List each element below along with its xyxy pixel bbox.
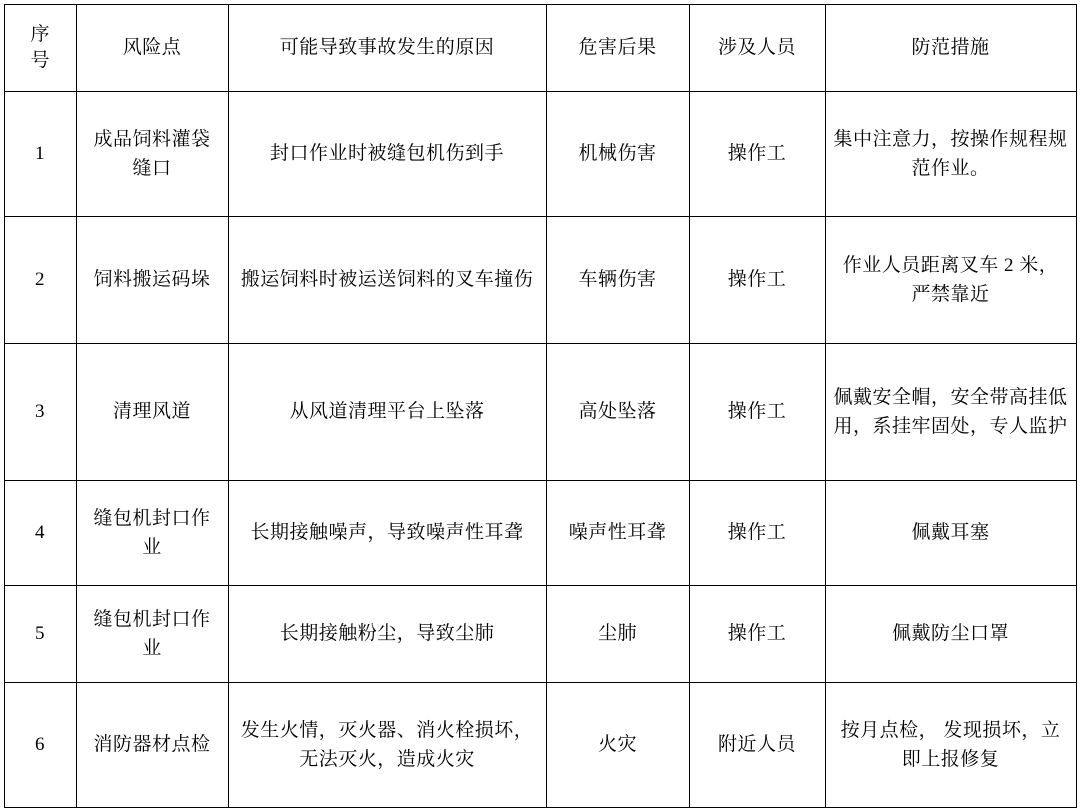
cell-consequence: 车辆伤害 bbox=[546, 217, 689, 344]
cell-no: 4 bbox=[4, 481, 76, 586]
risk-measures-table bbox=[4, 4, 1077, 808]
column-header-measure: 防范措施 bbox=[825, 5, 1076, 92]
column-header-personnel: 涉及人员 bbox=[689, 5, 825, 92]
cell-risk-point: 缝包机封口作业 bbox=[76, 481, 228, 586]
table-header bbox=[4, 5, 1076, 92]
column-header-consequence: 危害后果 bbox=[546, 5, 689, 92]
cell-personnel: 附近人员 bbox=[689, 683, 825, 808]
cell-consequence: 机械伤害 bbox=[546, 92, 689, 217]
cell-no: 1 bbox=[4, 92, 76, 217]
column-header-risk-point: 风险点 bbox=[76, 5, 228, 92]
cell-consequence: 火灾 bbox=[546, 683, 689, 808]
cell-cause: 封口作业时被缝包机伤到手 bbox=[228, 92, 546, 217]
cell-personnel: 操作工 bbox=[689, 481, 825, 586]
table-row bbox=[4, 344, 1076, 481]
cell-no: 3 bbox=[4, 344, 76, 481]
cell-cause: 从风道清理平台上坠落 bbox=[228, 344, 546, 481]
cell-measure: 佩戴耳塞 bbox=[825, 481, 1076, 586]
cell-risk-point: 清理风道 bbox=[76, 344, 228, 481]
table-body bbox=[4, 92, 1076, 808]
table-header-row bbox=[4, 5, 1076, 92]
cell-risk-point: 消防器材点检 bbox=[76, 683, 228, 808]
cell-no: 6 bbox=[4, 683, 76, 808]
cell-cause: 长期接触粉尘，导致尘肺 bbox=[228, 586, 546, 683]
column-header-no-line2: 号 bbox=[30, 50, 50, 71]
cell-cause: 长期接触噪声，导致噪声性耳聋 bbox=[228, 481, 546, 586]
cell-risk-point: 饲料搬运码垛 bbox=[76, 217, 228, 344]
cell-measure: 佩戴安全帽，安全带高挂低用，系挂牢固处，专人监护 bbox=[825, 344, 1076, 481]
cell-no: 2 bbox=[4, 217, 76, 344]
cell-personnel: 操作工 bbox=[689, 217, 825, 344]
cell-consequence: 高处坠落 bbox=[546, 344, 689, 481]
cell-personnel: 操作工 bbox=[689, 344, 825, 481]
column-header-no bbox=[4, 5, 76, 92]
cell-personnel: 操作工 bbox=[689, 586, 825, 683]
cell-consequence: 噪声性耳聋 bbox=[546, 481, 689, 586]
table-row bbox=[4, 683, 1076, 808]
cell-cause: 发生火情，灭火器、消火栓损坏，无法灭火，造成火灾 bbox=[228, 683, 546, 808]
column-header-no-line1: 序 bbox=[30, 24, 50, 46]
column-header-cause: 可能导致事故发生的原因 bbox=[228, 5, 546, 92]
table-row bbox=[4, 586, 1076, 683]
cell-risk-point: 成品饲料灌袋缝口 bbox=[76, 92, 228, 217]
cell-risk-point: 缝包机封口作业 bbox=[76, 586, 228, 683]
cell-measure: 佩戴防尘口罩 bbox=[825, 586, 1076, 683]
table-row bbox=[4, 481, 1076, 586]
cell-cause: 搬运饲料时被运送饲料的叉车撞伤 bbox=[228, 217, 546, 344]
cell-personnel: 操作工 bbox=[689, 92, 825, 217]
cell-measure: 作业人员距离叉车 2 米，严禁靠近 bbox=[825, 217, 1076, 344]
cell-no: 5 bbox=[4, 586, 76, 683]
table-row bbox=[4, 217, 1076, 344]
cell-measure: 按月点检， 发现损坏，立即上报修复 bbox=[825, 683, 1076, 808]
cell-consequence: 尘肺 bbox=[546, 586, 689, 683]
table-row bbox=[4, 92, 1076, 217]
cell-measure: 集中注意力，按操作规程规范作业。 bbox=[825, 92, 1076, 217]
